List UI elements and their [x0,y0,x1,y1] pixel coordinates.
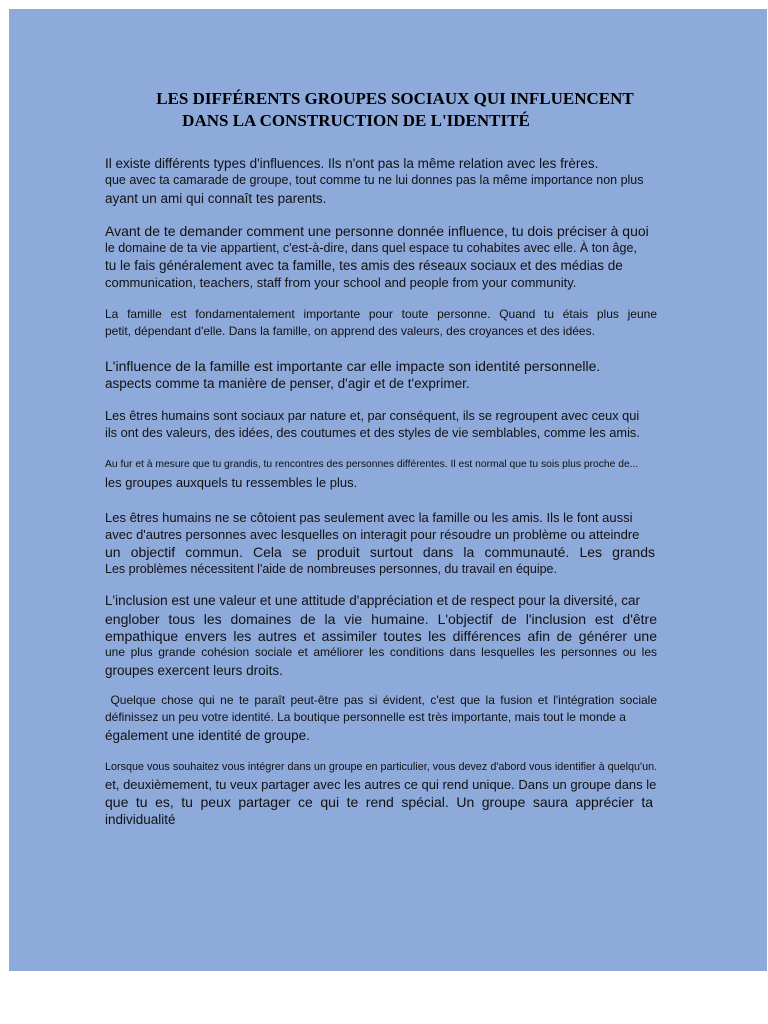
text-line: et, deuxièmement, tu veux partager avec les autres ce qui rend unique. Dans un groupe dans le [105,777,657,792]
text-line: ayant un ami qui connaît tes parents. [105,191,327,206]
text-line: avec d'autres personnes avec lesquelles on interagit pour résoudre un problème ou atteindre [105,527,640,542]
text-line: Les problèmes nécessitent l'aide de nombreuses personnes, du travail en équipe. [105,562,557,576]
text-line: petit, dépendant d'elle. Dans la famille, on apprend des valeurs, des croyances et des idées. [105,324,595,338]
text-line: Il existe différents types d'influences. Ils n'ont pas la même relation avec les frères. [105,156,599,171]
paragraph [105,407,687,441]
text-line: La famille est fondamentalement importante pour toute personne. Quand tu étais plus jeune [105,307,657,321]
paragraph [105,155,687,208]
text-line: que avec ta camarade de groupe, tout comme tu ne lui donnes pas la même importance non plus [105,173,644,187]
text-line: le domaine de ta vie appartient, c'est-à-dire, dans quel espace tu cohabites avec elle. À ton âge, [105,241,637,255]
text-line: un objectif commun. Cela se produit surtout dans la communauté. Les grands [105,544,655,560]
text-line: Les êtres humains sont sociaux par nature et, par conséquent, ils se regroupent avec ceux qui [105,408,640,423]
text-line: englober tous les domaines de la vie humaine. L'objectif de l'inclusion est d'être [105,611,657,627]
text-line: individualité [105,812,176,827]
text-line: définissez un peu votre identité. La boutique personnelle est très importante, mais tout le monde a [105,710,626,724]
text-line: également une identité de groupe. [105,728,310,743]
text-line: aspects comme ta manière de penser, d'agir et de t'exprimer. [105,376,470,391]
text-line: les groupes auxquels tu ressembles le plus. [105,475,358,490]
paragraph [105,357,687,392]
text-line: communication, teachers, staff from your school and people from your community. [105,275,577,290]
paragraph [105,457,687,492]
text-line: groupes exercent leurs droits. [105,663,283,678]
paragraph [105,592,657,681]
text-line: une plus grande cohésion sociale et améliorer les conditions dans lesquelles les personnes ou les [105,645,657,659]
text-line: L'influence de la famille est importante car elle impacte son identité personnelle. [105,358,601,374]
paragraph [105,759,658,828]
text-line: tu le fais généralement avec ta famille, tes amis des réseaux sociaux et des médias de [105,258,623,273]
text-line: ils ont des valeurs, des idées, des coutumes et des styles de vie semblables, comme les amis. [105,425,640,440]
text-line: Avant de te demander comment une personne donnée influence, tu dois préciser à quoi [105,223,649,239]
text-line: que tu es, tu peux partager ce qui te rend spécial. Un groupe saura apprécier ta [105,794,653,810]
title-line: LES DIFFÉRENTS GROUPES SOCIAUX QUI INFLUENCENT [156,89,634,108]
text-line: Quelque chose qui ne te paraît peut-être pas si évident, c'est que la fusion et l'intégration sociale [105,693,657,707]
text-line: Au fur et à mesure que tu grandis, tu rencontres des personnes différentes. Il est normal que tu sois plus proche de... [105,459,639,470]
text-line: Lorsque vous souhaitez vous intégrer dans un groupe en particulier, vous devez d'abord vous identifier à quelqu'un. [105,761,658,773]
paragraph [105,692,657,746]
paragraph [105,509,655,578]
document-title [95,88,695,132]
paragraph [105,306,657,340]
paragraph [105,222,687,291]
title-line: DANS LA CONSTRUCTION DE L'IDENTITÉ [182,111,530,130]
text-line: Les êtres humains ne se côtoient pas seulement avec la famille ou les amis. Ils le font aussi [105,510,633,525]
text-line: L'inclusion est une valeur et une attitude d'appréciation et de respect pour la diversité, car [105,593,640,608]
text-line: empathique envers les autres et assimiler toutes les différences afin de générer une [105,628,657,644]
